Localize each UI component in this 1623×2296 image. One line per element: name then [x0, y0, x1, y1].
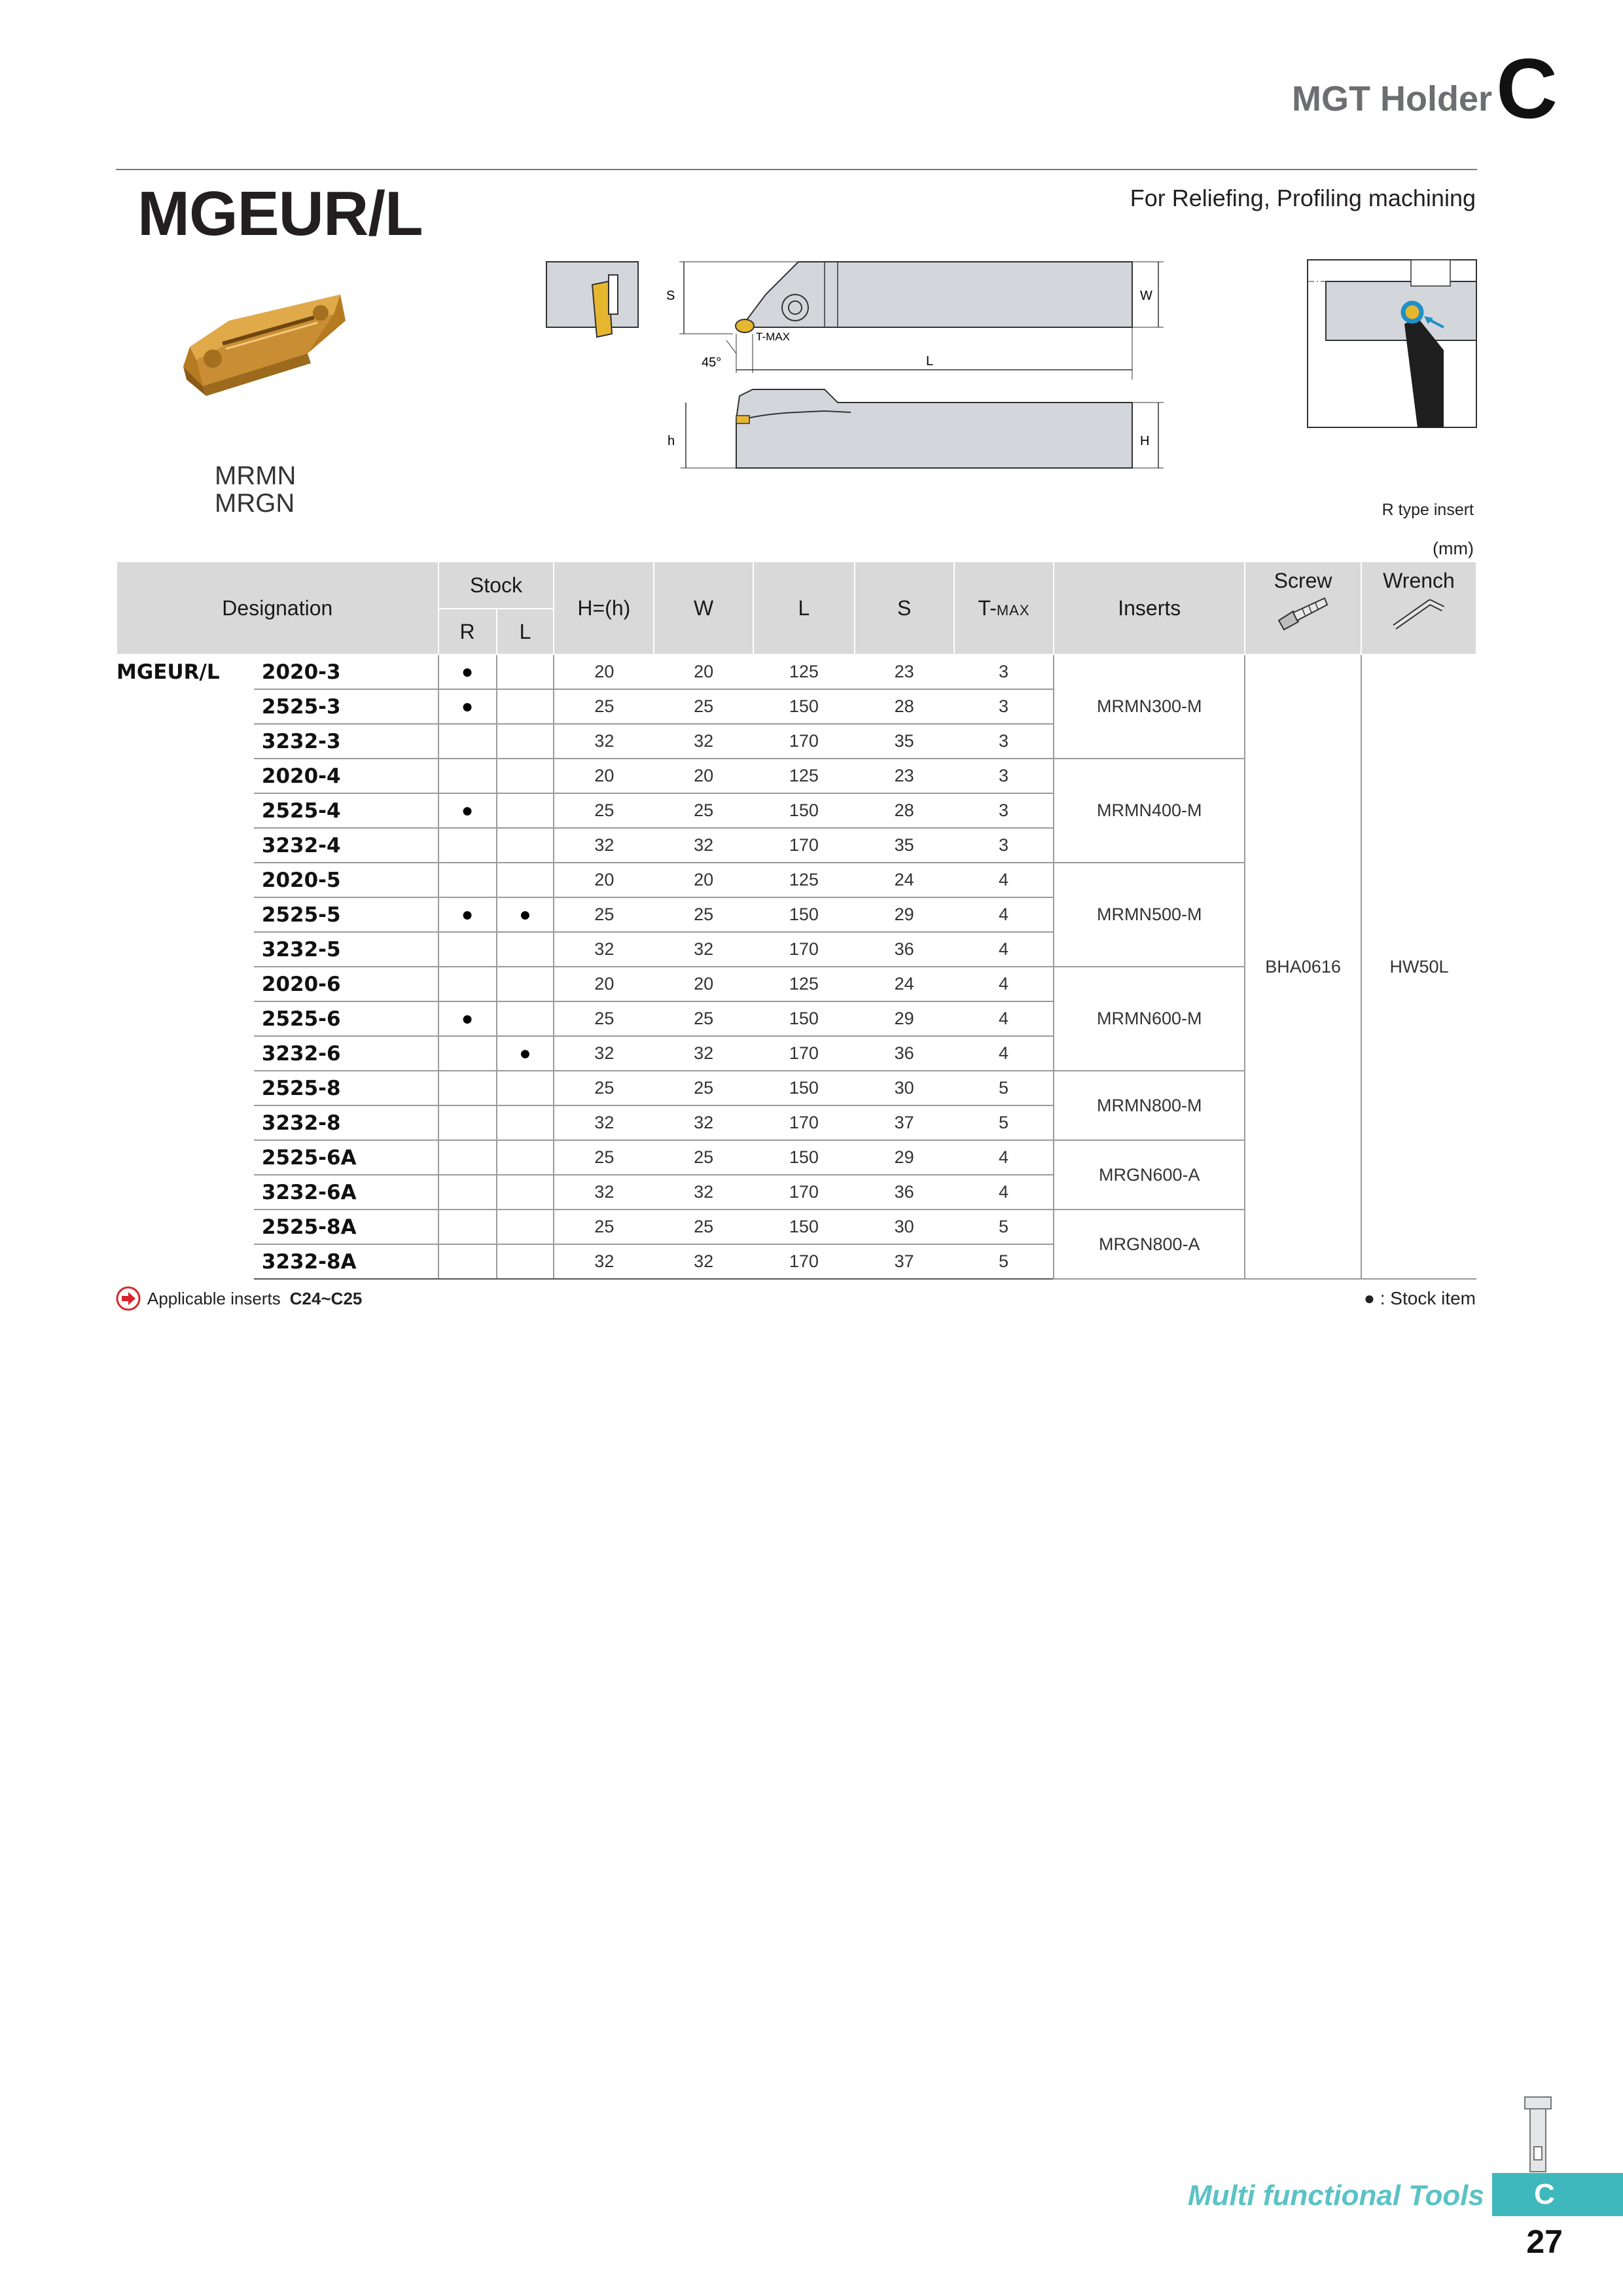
h-cell: 32	[554, 724, 654, 759]
label-s: S	[666, 289, 675, 303]
h-cell: 20	[554, 655, 654, 689]
stock-l-cell: ●	[497, 897, 554, 932]
stock-l-cell	[497, 1175, 554, 1210]
stock-l-cell	[497, 655, 554, 689]
label-w: W	[1140, 289, 1152, 303]
w-cell: 25	[654, 1210, 753, 1244]
table-row	[116, 655, 1476, 689]
stock-l-cell: ●	[497, 1036, 554, 1071]
w-cell: 32	[654, 1105, 753, 1140]
designation-code: 2525-8A	[254, 1210, 438, 1244]
l-cell: 170	[753, 1175, 855, 1210]
tmax-cell: 4	[954, 863, 1054, 897]
w-cell: 25	[654, 1001, 753, 1036]
s-cell: 23	[855, 655, 954, 689]
tmax-cell: 4	[954, 932, 1054, 967]
tmax-cell: 4	[954, 897, 1054, 932]
designation-code: 2525-3	[254, 689, 438, 724]
header-stock: Stock	[438, 562, 554, 609]
header-w: W	[654, 562, 753, 655]
stock-r-cell: ●	[438, 793, 497, 828]
stock-r-cell	[438, 759, 497, 793]
spec-table-body	[116, 655, 1476, 1279]
designation-code: 3232-6	[254, 1036, 438, 1071]
stock-r-cell	[438, 828, 497, 863]
l-cell: 170	[753, 932, 855, 967]
h-cell: 25	[554, 689, 654, 724]
header-stock-r: R	[438, 609, 497, 655]
header-designation: Designation	[116, 562, 438, 655]
w-cell: 20	[654, 759, 753, 793]
product-subtitle: For Reliefing, Profiling machining	[1130, 185, 1476, 211]
l-cell: 150	[753, 1140, 855, 1175]
w-cell: 25	[654, 689, 753, 724]
tmax-cell: 3	[954, 828, 1054, 863]
s-cell: 37	[855, 1105, 954, 1140]
header-tmax-t: T-	[978, 596, 997, 620]
header-screw-label: Screw	[1274, 569, 1332, 592]
stock-r-cell	[438, 932, 497, 967]
h-cell: 25	[554, 897, 654, 932]
label-tmax: T-MAX	[756, 331, 790, 343]
insert-cell: MRMN600-M	[1054, 967, 1245, 1071]
stock-r-cell	[438, 1244, 497, 1279]
s-cell: 29	[855, 1140, 954, 1175]
s-cell: 36	[855, 1175, 954, 1210]
l-cell: 150	[753, 1210, 855, 1244]
unit-note: (mm)	[1433, 539, 1474, 558]
l-cell: 170	[753, 1105, 855, 1140]
insert-cell: MRMN800-M	[1054, 1071, 1245, 1140]
s-cell: 24	[855, 863, 954, 897]
stock-l-cell	[497, 1244, 554, 1279]
insert-cell: MRMN500-M	[1054, 863, 1245, 967]
w-cell: 20	[654, 967, 753, 1001]
tmax-cell: 5	[954, 1210, 1054, 1244]
stock-legend	[1364, 1288, 1476, 1309]
l-cell: 170	[753, 1036, 855, 1071]
insert-cell: MRMN400-M	[1054, 759, 1245, 863]
designation-code: 3232-6A	[254, 1175, 438, 1210]
stock-l-cell	[497, 1140, 554, 1175]
h-cell: 20	[554, 863, 654, 897]
insert-type-label	[215, 462, 296, 517]
w-cell: 25	[654, 897, 753, 932]
w-cell: 32	[654, 1175, 753, 1210]
designation-code: 3232-8	[254, 1105, 438, 1140]
tmax-cell: 5	[954, 1244, 1054, 1279]
stock-l-cell	[497, 1210, 554, 1244]
insert-type-mrgn: MRGN	[215, 489, 295, 518]
section-tab: C	[1492, 2173, 1623, 2216]
stock-l-cell	[497, 689, 554, 724]
l-cell: 125	[753, 759, 855, 793]
label-l: L	[926, 354, 934, 368]
l-cell: 125	[753, 967, 855, 1001]
w-cell: 32	[654, 724, 753, 759]
l-cell: 150	[753, 793, 855, 828]
l-cell: 150	[753, 689, 855, 724]
s-cell: 35	[855, 828, 954, 863]
header-inserts: Inserts	[1054, 562, 1245, 655]
w-cell: 20	[654, 863, 753, 897]
stock-l-cell	[497, 932, 554, 967]
s-cell: 29	[855, 897, 954, 932]
w-cell: 20	[654, 655, 753, 689]
header-s: S	[855, 562, 954, 655]
header-screw	[1245, 562, 1361, 655]
insert-cell: MRMN300-M	[1054, 655, 1245, 759]
l-cell: 170	[753, 1244, 855, 1279]
designation-code: 2525-8	[254, 1071, 438, 1105]
s-cell: 36	[855, 932, 954, 967]
stock-r-cell: ●	[438, 897, 497, 932]
designation-code: 2525-6A	[254, 1140, 438, 1175]
wrench-icon	[1389, 593, 1448, 632]
stock-r-cell	[438, 1140, 497, 1175]
tmax-cell: 3	[954, 724, 1054, 759]
tmax-cell: 5	[954, 1105, 1054, 1140]
designation-code: 2525-6	[254, 1001, 438, 1036]
stock-l-cell	[497, 759, 554, 793]
w-cell: 32	[654, 932, 753, 967]
s-cell: 24	[855, 967, 954, 1001]
label-h: h	[668, 434, 675, 448]
h-cell: 32	[554, 1105, 654, 1140]
stock-r-cell	[438, 724, 497, 759]
r-type-note: R type insert	[1382, 501, 1474, 519]
header-wrench	[1361, 562, 1476, 655]
designation-code: 3232-8A	[254, 1244, 438, 1279]
applicable-inserts-label: Applicable inserts	[147, 1288, 281, 1308]
stock-r-cell: ●	[438, 655, 497, 689]
stock-l-cell	[497, 793, 554, 828]
w-cell: 32	[654, 828, 753, 863]
insert-image	[177, 281, 353, 412]
r-type-insert-diagram	[1306, 259, 1478, 429]
h-cell: 25	[554, 1210, 654, 1244]
tmax-cell: 4	[954, 1001, 1054, 1036]
stock-l-cell	[497, 1001, 554, 1036]
w-cell: 25	[654, 1071, 753, 1105]
designation-code: 3232-5	[254, 932, 438, 967]
h-cell: 25	[554, 1071, 654, 1105]
s-cell: 28	[855, 689, 954, 724]
stock-l-cell	[497, 1105, 554, 1140]
tmax-cell: 4	[954, 1175, 1054, 1210]
stock-l-cell	[497, 863, 554, 897]
header-tmax-max: MAX	[996, 601, 1030, 619]
designation-code: 2020-6	[254, 967, 438, 1001]
section-letter: C	[1496, 41, 1558, 136]
designation-code: 2020-5	[254, 863, 438, 897]
stock-r-cell: ●	[438, 689, 497, 724]
label-H: H	[1140, 434, 1150, 448]
stock-legend-mark: ●	[1364, 1288, 1375, 1308]
stock-l-cell	[497, 967, 554, 1001]
tool-silhouette-icon	[1518, 2094, 1558, 2173]
header-l: L	[753, 562, 855, 655]
header-tmax	[954, 562, 1054, 655]
insert-cell: MRGN600-A	[1054, 1140, 1245, 1210]
stock-r-cell	[438, 1105, 497, 1140]
arrow-circle-icon	[116, 1286, 141, 1311]
insert-cell: MRGN800-A	[1054, 1210, 1245, 1279]
w-cell: 32	[654, 1036, 753, 1071]
s-cell: 36	[855, 1036, 954, 1071]
tmax-cell: 4	[954, 1140, 1054, 1175]
header-wrench-label: Wrench	[1383, 569, 1455, 592]
l-cell: 150	[753, 1001, 855, 1036]
header-h: H=(h)	[554, 562, 654, 655]
designation-code: 2525-4	[254, 793, 438, 828]
s-cell: 28	[855, 793, 954, 828]
stock-r-cell	[438, 1175, 497, 1210]
screw-cell: BHA0616	[1245, 655, 1361, 1279]
designation-code: 2020-3	[254, 655, 438, 689]
wrench-cell: HW50L	[1361, 655, 1476, 1279]
l-cell: 125	[753, 655, 855, 689]
stock-r-cell: ●	[438, 1001, 497, 1036]
stock-l-cell	[497, 724, 554, 759]
designation-code: 2525-5	[254, 897, 438, 932]
s-cell: 30	[855, 1210, 954, 1244]
h-cell: 32	[554, 1175, 654, 1210]
designation-code: 2020-4	[254, 759, 438, 793]
s-cell: 23	[855, 759, 954, 793]
s-cell: 37	[855, 1244, 954, 1279]
w-cell: 32	[654, 1244, 753, 1279]
stock-r-cell	[438, 967, 497, 1001]
stock-r-cell	[438, 1036, 497, 1071]
h-cell: 32	[554, 932, 654, 967]
stock-l-cell	[497, 828, 554, 863]
h-cell: 25	[554, 1140, 654, 1175]
h-cell: 20	[554, 759, 654, 793]
w-cell: 25	[654, 793, 753, 828]
h-cell: 32	[554, 1036, 654, 1071]
spec-table	[116, 561, 1477, 1280]
applicable-inserts-pages: C24~C25	[289, 1288, 363, 1308]
h-cell: 25	[554, 1001, 654, 1036]
screw-icon	[1274, 593, 1332, 632]
insert-type-mrmn: MRMN	[215, 461, 296, 490]
h-cell: 32	[554, 1244, 654, 1279]
stock-l-cell	[497, 1071, 554, 1105]
s-cell: 30	[855, 1071, 954, 1105]
designation-code: 3232-4	[254, 828, 438, 863]
product-title: MGEUR/L	[137, 179, 423, 249]
applicable-inserts-note	[116, 1286, 362, 1311]
title-divider	[116, 169, 1477, 170]
holder-drawing	[537, 255, 1171, 491]
stock-r-cell	[438, 1210, 497, 1244]
tmax-cell: 5	[954, 1071, 1054, 1105]
stock-r-cell	[438, 863, 497, 897]
l-cell: 170	[753, 724, 855, 759]
stock-r-cell	[438, 1071, 497, 1105]
header-stock-l: L	[497, 609, 554, 655]
tmax-cell: 4	[954, 1036, 1054, 1071]
stock-legend-text: : Stock item	[1380, 1288, 1476, 1308]
tmax-cell: 3	[954, 655, 1054, 689]
l-cell: 125	[753, 863, 855, 897]
label-angle: 45°	[702, 355, 722, 370]
tmax-cell: 3	[954, 759, 1054, 793]
h-cell: 25	[554, 793, 654, 828]
series-name: MGEUR/L	[116, 660, 220, 684]
l-cell: 170	[753, 828, 855, 863]
footer-brand: Multi functional Tools	[1188, 2179, 1484, 2212]
tmax-cell: 4	[954, 967, 1054, 1001]
tmax-cell: 3	[954, 793, 1054, 828]
l-cell: 150	[753, 1071, 855, 1105]
page-number: 27	[1526, 2223, 1563, 2260]
s-cell: 35	[855, 724, 954, 759]
tmax-cell: 3	[954, 689, 1054, 724]
designation-code: 3232-3	[254, 724, 438, 759]
w-cell: 25	[654, 1140, 753, 1175]
s-cell: 29	[855, 1001, 954, 1036]
h-cell: 20	[554, 967, 654, 1001]
section-title: MGT Holder	[1292, 79, 1492, 118]
l-cell: 150	[753, 897, 855, 932]
h-cell: 32	[554, 828, 654, 863]
